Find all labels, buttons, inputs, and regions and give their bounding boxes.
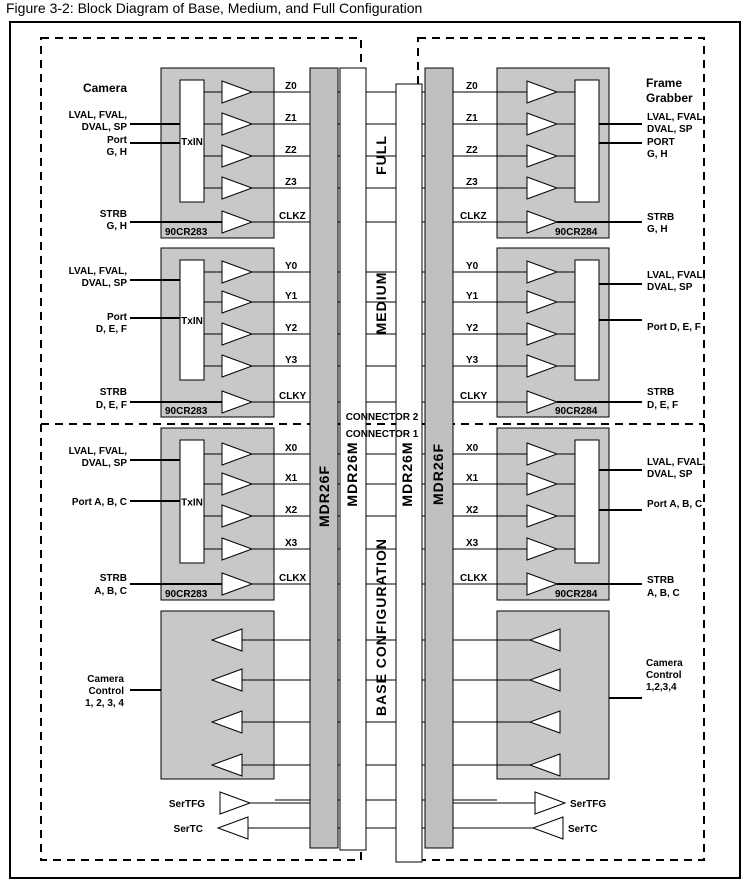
grabber-title: Frame (646, 76, 683, 90)
grabber-base-clk-label: CLKX (460, 573, 488, 584)
camera-medium-port-letters: D, E, F (95, 324, 127, 335)
camera-sertc-buffer (218, 817, 248, 839)
grabber-full-strb-label: STRB (647, 212, 675, 223)
grabber-base-chip-label: 90CR284 (555, 589, 598, 600)
camera-full-signal-label: Z1 (285, 113, 297, 124)
grabber-full-signal-label: Z2 (466, 145, 478, 156)
grabber-medium-dval-label: DVAL, SP (647, 282, 693, 293)
camera-full-strb-label: STRB (99, 209, 127, 220)
camera-full-chip-label: 90CR283 (165, 227, 208, 238)
grabber-full-port-letters: G, H (647, 149, 668, 160)
grabber-full-dval-label: DVAL, SP (647, 124, 693, 135)
camera-medium-chip-label: 90CR283 (165, 406, 208, 417)
grabber-full-lval-label: LVAL, FVAL, (647, 112, 706, 123)
camera-base-dval-label: DVAL, SP (81, 458, 127, 469)
grabber-base-strb-label: STRB (647, 575, 675, 586)
camera-medium-port-label: Port (107, 312, 127, 323)
grabber-sertfg-buffer (535, 792, 565, 814)
camera-medium-driver-block (161, 248, 274, 417)
grabber-medium-signal-label: Y2 (466, 323, 479, 334)
camera-full-clk-label: CLKZ (279, 211, 306, 222)
camera-full-txin-label: TxIN (181, 137, 203, 148)
camera-base-chip-label: 90CR283 (165, 589, 208, 600)
grabber-base-lval-label: LVAL, FVAL, (647, 457, 706, 468)
camera-base-strb-label: STRB (99, 573, 127, 584)
grabber-full-signal-label: Z0 (466, 81, 478, 92)
grabber-control-label-2: Control (646, 670, 682, 681)
camera-medium-lval-label: LVAL, FVAL, (68, 266, 127, 277)
camera-sertfg-buffer (220, 792, 250, 814)
camera-medium-txin-label: TxIN (181, 316, 203, 327)
camera-title: Camera (82, 81, 127, 95)
grabber-full-rxout-box (575, 80, 599, 202)
camera-medium-signal-label: Y2 (285, 323, 298, 334)
camera-base-signal-label: X3 (285, 538, 298, 549)
camera-medium-signal-label: Y1 (285, 291, 298, 302)
camera-base-port-label: Port A, B, C (71, 497, 127, 508)
camera-full-port-letters: G, H (106, 147, 127, 158)
diagram-elements (69, 68, 706, 862)
camera-medium-strb-label: STRB (99, 387, 127, 398)
camera-full-signal-label: Z0 (285, 81, 297, 92)
camera-medium-signal-label: Y0 (285, 261, 298, 272)
mdr26f-left-label: MDR26F (316, 464, 332, 528)
base-section-label: BASE CONFIGURATION (373, 538, 389, 716)
camera-base-lval-label: LVAL, FVAL, (68, 446, 127, 457)
grabber-medium-signal-label: Y3 (466, 355, 479, 366)
grabber-base-port-label: Port A, B, C (647, 499, 703, 510)
grabber-sertfg-label: SerTFG (570, 799, 607, 810)
grabber-medium-strb-letters: D, E, F (647, 400, 679, 411)
full-section-label: FULL (373, 135, 389, 175)
grabber-sertc-label: SerTC (568, 824, 598, 835)
camera-base-strb-letters: A, B, C (94, 586, 127, 597)
mdr26f-right-label: MDR26F (430, 442, 446, 506)
camera-full-strb-letters: G, H (106, 221, 127, 232)
camera-base-signal-label: X1 (285, 473, 298, 484)
camera-base-txin-label: TxIN (181, 497, 203, 509)
grabber-title-2: Grabber (646, 91, 693, 105)
grabber-medium-strb-label: STRB (647, 387, 675, 398)
camera-base-signal-label: X2 (285, 505, 298, 516)
camera-full-port-label: Port (107, 135, 127, 146)
medium-section-label: MEDIUM (373, 271, 389, 335)
grabber-full-strb-letters: G, H (647, 224, 668, 235)
camera-base-signal-label: X0 (285, 443, 298, 454)
grabber-medium-signal-label: Y0 (466, 261, 479, 272)
figure-caption: Figure 3-2: Block Diagram of Base, Medium, and Full Configuration (6, 0, 423, 16)
camera-control-block (161, 611, 274, 779)
grabber-base-dval-label: DVAL, SP (647, 469, 693, 480)
grabber-sertc-buffer (533, 817, 563, 839)
grabber-medium-rxout-box (575, 260, 599, 380)
grabber-full-signal-label: Z1 (466, 113, 478, 124)
grabber-medium-lval-label: LVAL, FVAL, (647, 270, 706, 281)
grabber-medium-chip-label: 90CR284 (555, 406, 598, 417)
camera-control-label-3: 1, 2, 3, 4 (85, 698, 124, 709)
grabber-full-port-label: PORT (647, 137, 675, 148)
camera-full-dval-label: DVAL, SP (81, 122, 127, 133)
camera-full-signal-label: Z2 (285, 145, 297, 156)
grabber-medium-port-label: Port D, E, F (647, 322, 701, 333)
grabber-full-chip-label: 90CR284 (555, 227, 598, 238)
grabber-medium-clk-label: CLKY (460, 391, 488, 402)
camera-medium-signal-label: Y3 (285, 355, 298, 366)
camera-sertfg-label: SerTFG (168, 799, 205, 810)
camera-medium-dval-label: DVAL, SP (81, 278, 127, 289)
mdr26m-right-label: MDR26M (399, 441, 415, 507)
connector-1-label: CONNECTOR 1 (345, 429, 419, 440)
mdr26m-left-label: MDR26M (344, 441, 360, 507)
grabber-medium-signal-label: Y1 (466, 291, 479, 302)
camera-full-signal-label: Z3 (285, 177, 297, 188)
grabber-base-signal-label: X0 (466, 443, 479, 454)
grabber-control-label: Camera (646, 658, 683, 669)
camera-control-label: Camera (87, 674, 124, 685)
camera-control-label-2: Control (88, 686, 124, 697)
grabber-base-signal-label: X3 (466, 538, 479, 549)
camera-full-lval-label: LVAL, FVAL, (68, 110, 127, 121)
grabber-base-signal-label: X1 (466, 473, 479, 484)
grabber-full-clk-label: CLKZ (460, 211, 487, 222)
camera-medium-clk-label: CLKY (279, 391, 307, 402)
camera-base-clk-label: CLKX (279, 573, 307, 584)
camera-sertc-label: SerTC (173, 824, 203, 835)
grabber-control-label-3: 1,2,3,4 (646, 682, 677, 693)
grabber-full-signal-label: Z3 (466, 177, 478, 188)
mdr26f-left-connector (310, 68, 338, 848)
camera-full-driver-block (161, 68, 274, 238)
camera-medium-strb-letters: D, E, F (95, 400, 127, 411)
grabber-base-signal-label: X2 (466, 505, 479, 516)
connector-2-label: CONNECTOR 2 (345, 412, 419, 423)
grabber-base-strb-letters: A, B, C (647, 588, 680, 599)
grabber-base-rxout-box (575, 440, 599, 563)
